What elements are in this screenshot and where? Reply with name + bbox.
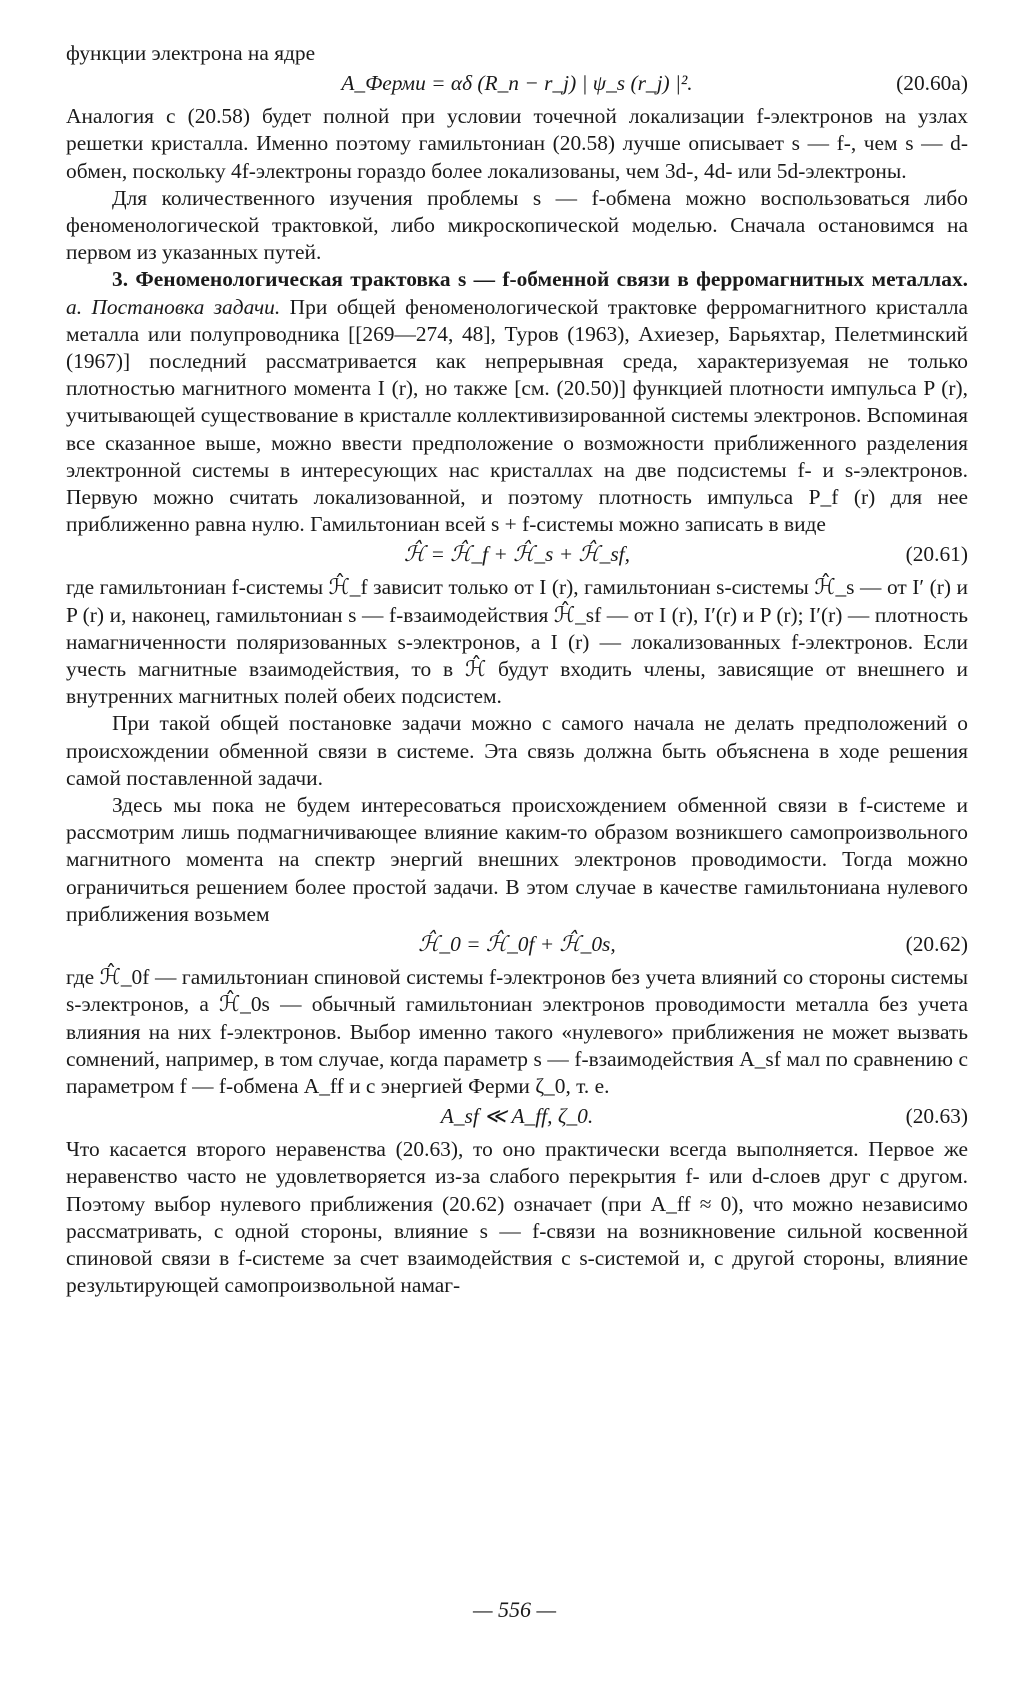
paragraph-3 [66,266,968,538]
paragraph-7: где ℋ̂_0f — гамильтониан спиновой системы f-электронов без учета влияний со стороны системы s-электронов, а ℋ̂_0s — обычный гамильтониан электронов проводимости металла без учета влияния на них f-электронов. Выбор именно такого «нулевого» приближения не может вызвать сомнений, например, в том случае, когда параметр s — f-взаимодействия A_sf мал по сравнению с параметром f — f-обмена A_ff и с энергией Ферми ζ_0, т. е. [66,965,968,1098]
page-body [66,40,968,1299]
paragraph-6: Здесь мы пока не будем интересоваться происхождением обменной связи в f-системе и рассмотрим лишь подмагничивающее влияние каким-то образом возникшего самопроизвольного магнитного момента на спектр энергий внешних электронов проводимости. Тогда можно ограничиться решением более простой задачи. В этом случае в качестве гамильтониана нулевого приближения возьмем [66,793,968,926]
equation-20-61 [66,538,968,574]
paragraph-8: Что касается второго неравенства (20.63), то оно практически всегда выполняется. Первое же неравенство часто не удовлетворяется из-за слабого перекрытия f- или d-слоев друг с другом. Поэтому выбор нулевого приближения (20.62) означает (при A_ff ≈ 0), что можно независимо рассматривать, с одной стороны, влияние s — f-связи на возникновение сильной косвенной спиновой связи в f-системе за счет взаимодействия с s-системой и, с другой стороны, влияние результирующей самопроизвольной намаг- [66,1137,968,1298]
subsection-heading: а. Постановка задачи. [66,294,281,319]
equation-number: (20.60а) [896,71,968,96]
page-number: — 556 — [472,1597,557,1622]
equation-formula: A_Ферми = αδ (R_n − r_j) | ψ_s (r_j) |². [341,71,693,96]
equation-20-63 [66,1100,968,1136]
equation-formula: A_sf ≪ A_ff, ζ_0. [440,1104,594,1129]
paragraph-0: функции электрона на ядре [66,41,316,65]
paragraph-5: При такой общей постановке задачи можно с самого начала не делать предположений о происхождении обменной связи в системе. Эта связь должна быть объяснена в ходе решения самой поставленной задачи. [66,711,968,790]
paragraph-1: Аналогия с (20.58) будет полной при условии точечной локализации f-электронов на узлах решетки кристалла. Именно поэтому гамильтониан (20.58) лучше описывает s — f-, чем s — d-обмен, поскольку 4f-электроны гораздо более локализованы, чем 3d-, 4d- или 5d-электроны. [66,104,968,183]
equation-number: (20.61) [905,542,968,567]
equation-20-62 [66,928,968,964]
equation-20-60a [66,67,968,103]
paragraph-4: где гамильтониан f-системы ℋ̂_f зависит только от I (r), гамильтониан s-системы ℋ̂_s — от I′ (r) и P (r) и, наконец, гамильтониан s — f-взаимодействия ℋ̂_sf — от I (r), I′(r) и P (r); I′(r) — плотность намагниченности поляризованных s-электронов, а I (r) — локализованных f-электронов. Если учесть магнитные взаимодействия, то в ℋ̂ будут входить члены, зависящие от внешнего и внутренних магнитных полей обеих подсистем. [66,575,968,709]
equation-formula: ℋ̂ = ℋ̂_f + ℋ̂_s + ℋ̂_sf, [404,542,630,567]
paragraph-3-text: При общей феноменологической трактовке ферромагнитного кристалла металла или полупроводника [[269—274, 48], Туров (1963), Ахиезер, Барьяхтар, Пелетминский (1967)] последний рассматривается как непрерывная среда, характеризуемая не только плотностью магнитного момента I (r), но также [см. (20.50)] функцией плотности импульса P (r), учитывающей существование в кристалле коллективизированной системы электронов. Вспоминая все сказанное выше, можно ввести предположение о возможности приближенного разделения электронной системы в интересующих нас кристаллах на две подсистемы f- и s-электронов. Первую можно считать локализованной, и поэтому плотность импульса P_f (r) для нее приближенно равна нулю. Гамильтониан всей s + f-системы можно записать в виде [66,294,968,537]
equation-number: (20.62) [905,932,968,957]
paragraph-2: Для количественного изучения проблемы s — f-обмена можно воспользоваться либо феноменологической трактовкой, либо микроскопической моделью. Сначала остановимся на первом из указанных путей. [66,185,968,265]
equation-formula: ℋ̂_0 = ℋ̂_0f + ℋ̂_0s, [418,932,616,957]
section-heading: 3. Феноменологическая трактовка s — f-обменной связи в ферромагнитных металлах. [112,267,968,292]
equation-number: (20.63) [905,1104,968,1129]
